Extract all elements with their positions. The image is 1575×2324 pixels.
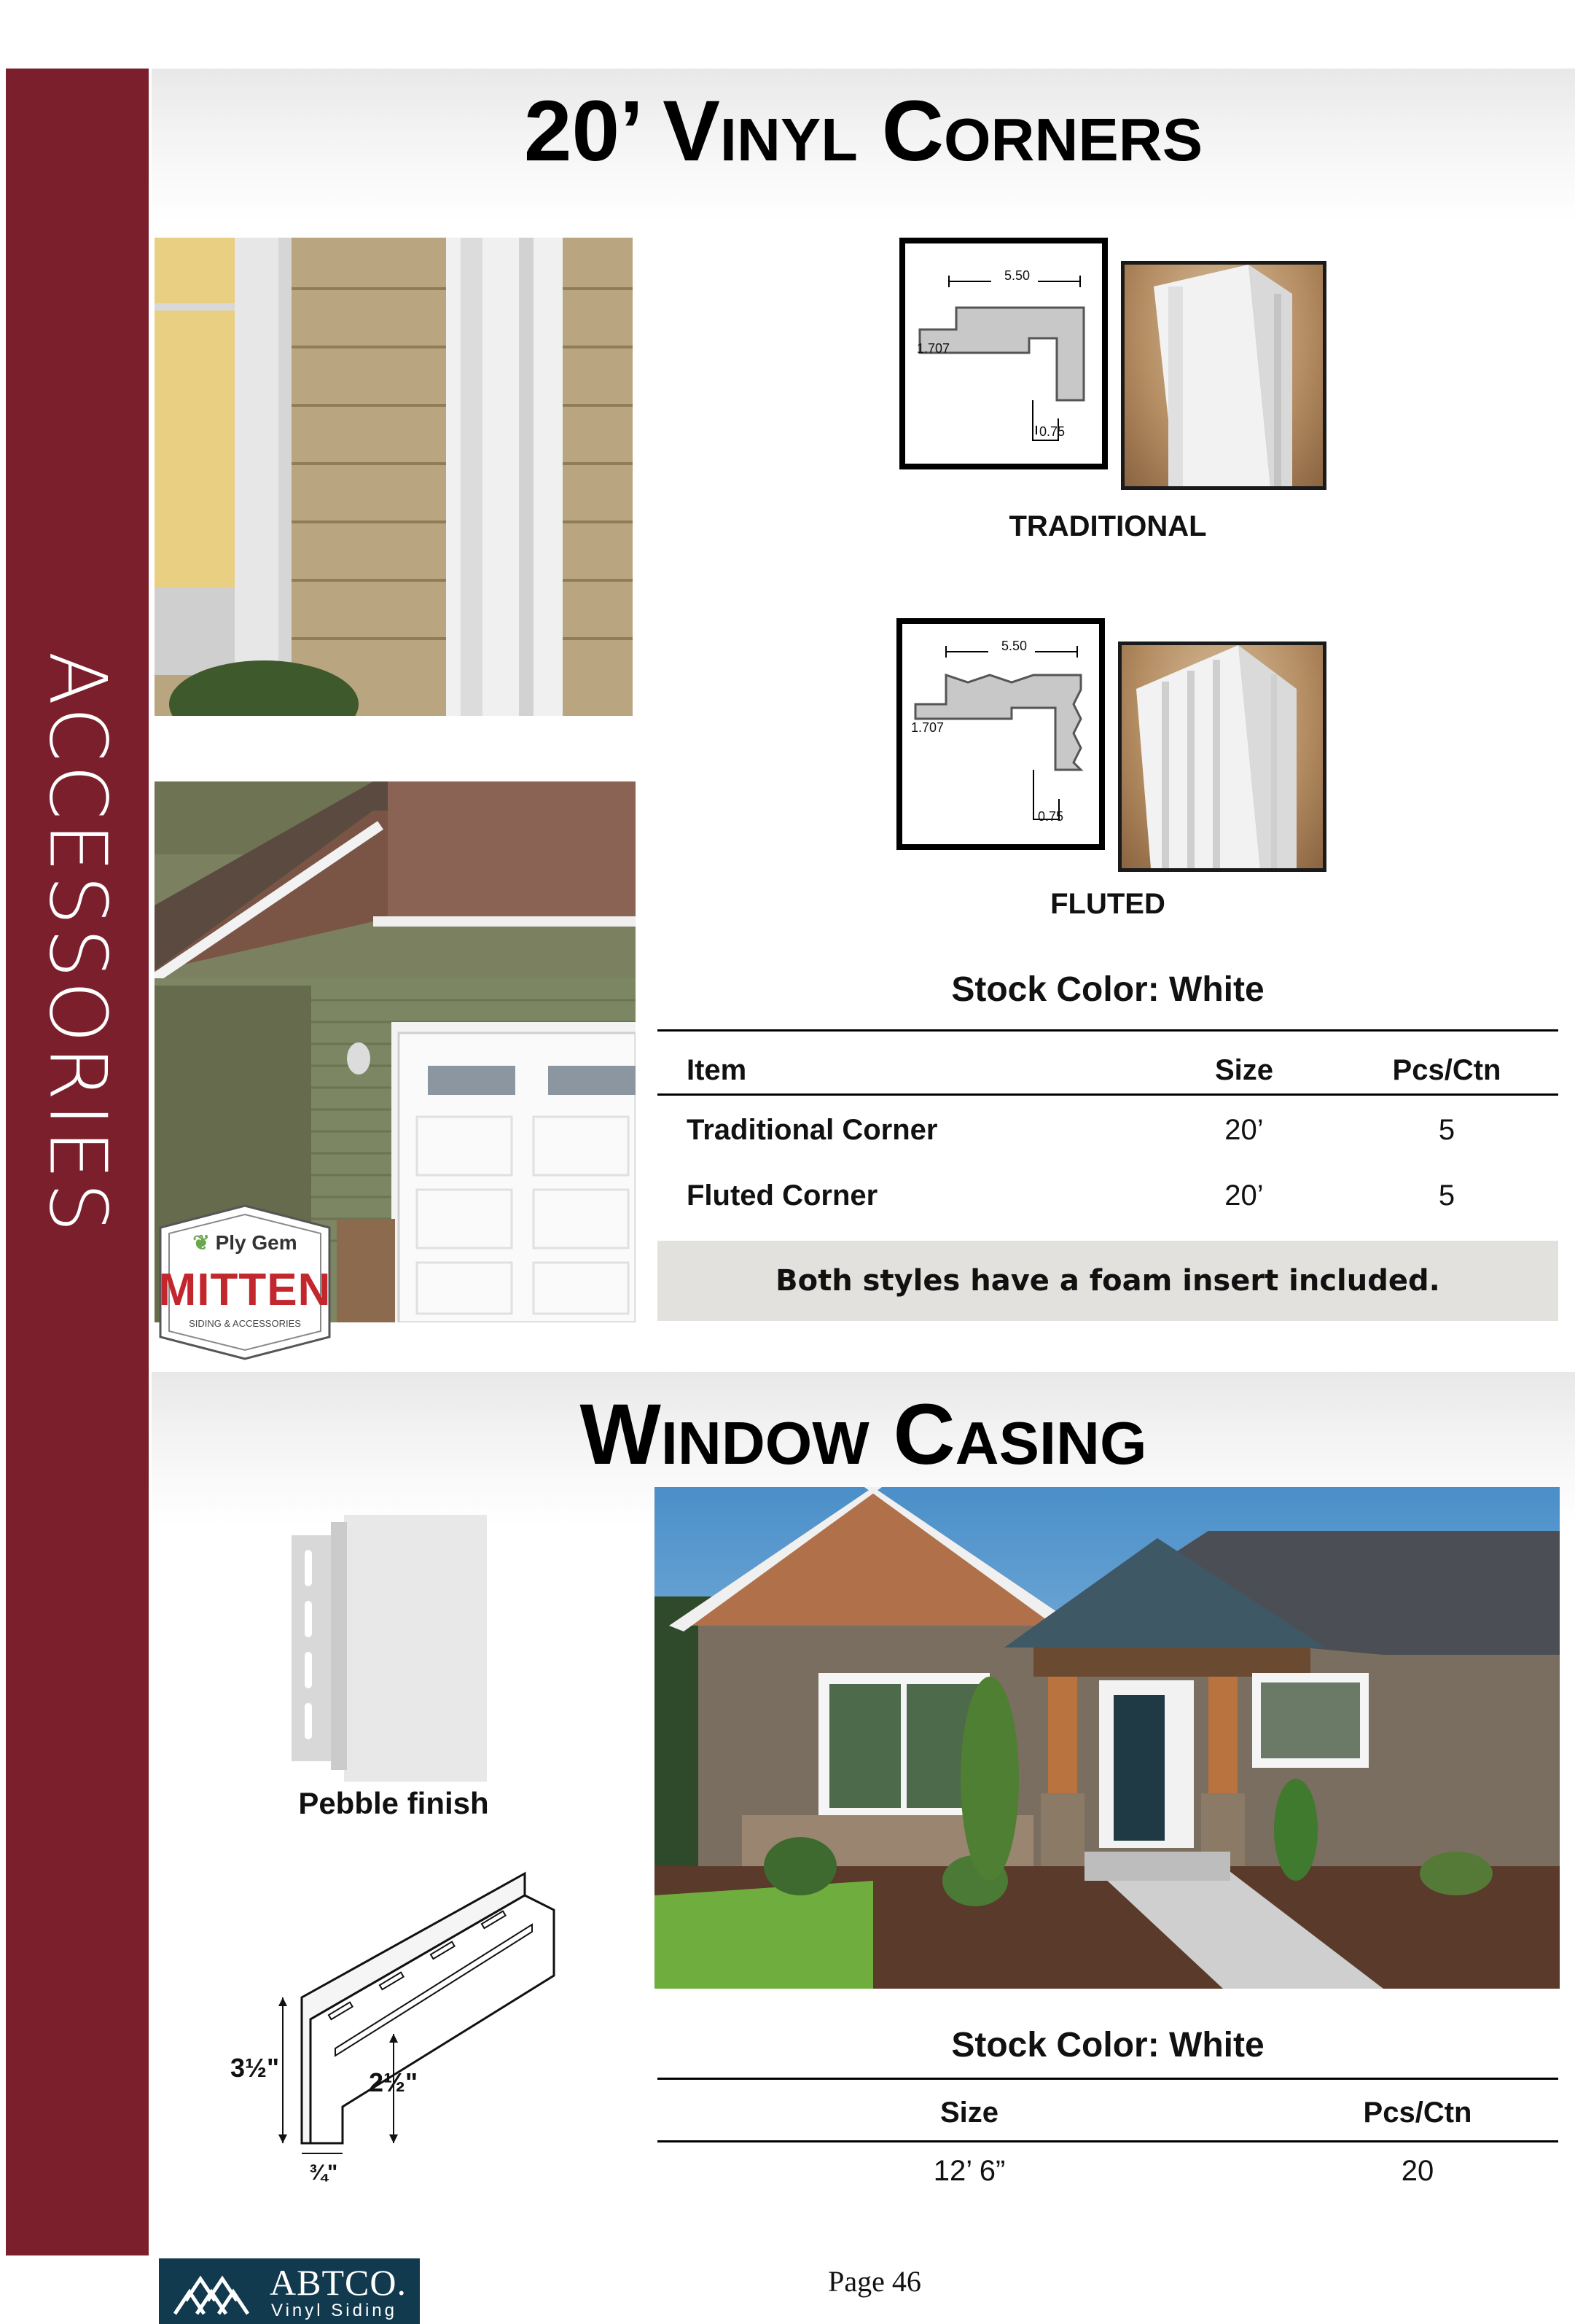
casing-dimension-diagram (226, 1866, 568, 2187)
abtco-logo-sub: Vinyl Siding (271, 2301, 397, 2320)
casing-table-rule-header (657, 2140, 1558, 2142)
sidebar-label: ACCESSORIES (31, 651, 123, 1236)
fluted-corner-photo (1118, 642, 1326, 872)
corners-note: Both styles have a foam insert included. (775, 1264, 1440, 1298)
fluted-dim-width: 5.50 (1001, 639, 1028, 653)
page-number: Page 46 (828, 2265, 921, 2298)
corners-row1-size: 20’ (1224, 1114, 1264, 1146)
fluted-dim-height: 1.707 (911, 720, 945, 735)
fluted-caption: FLUTED (1050, 888, 1165, 920)
traditional-dim-height: 1.707 (917, 341, 950, 356)
casing-dim-inner: 2½" (369, 2067, 418, 2097)
casing-house-photo (654, 1487, 1560, 1989)
plygem-brand: Ply Gem (215, 1231, 297, 1254)
casing-title: Window Casing (579, 1387, 1147, 1483)
traditional-profile-diagram (899, 238, 1108, 469)
corners-header-item: Item (687, 1054, 747, 1086)
mitten-logo (155, 1203, 335, 1362)
corners-row1-item: Traditional Corner (687, 1114, 938, 1146)
casing-row1-pcs: 20 (1401, 2155, 1434, 2187)
casing-header-size: Size (939, 2097, 999, 2129)
corners-row2-pcs: 5 (1438, 1179, 1455, 1212)
corners-header-size: Size (1214, 1054, 1274, 1086)
mitten-name: MITTEN (158, 1265, 332, 1315)
traditional-dim-leg: 0.75 (1039, 424, 1066, 439)
corners-header (152, 69, 1575, 222)
traditional-corner-photo (1121, 261, 1326, 490)
casing-product-image (287, 1513, 491, 1783)
corners-title: 20’ Vinyl Corners (523, 83, 1203, 179)
mitten-tagline: SIDING & ACCESSORIES (189, 1318, 301, 1329)
fluted-dim-leg: 0.75 (1038, 809, 1064, 824)
casing-header-pcs: Pcs/Ctn (1363, 2097, 1472, 2129)
casing-table-rule-top (657, 2078, 1558, 2080)
corners-row2-size: 20’ (1224, 1179, 1264, 1212)
casing-finish-caption: Pebble finish (298, 1786, 489, 1820)
corners-header-pcs: Pcs/Ctn (1392, 1054, 1501, 1086)
casing-stock-color: Stock Color: White (951, 2026, 1265, 2064)
sidebar-label-wrap (6, 69, 149, 1236)
casing-dim-base: ¾" (309, 2161, 338, 2185)
siding-corner-photo (155, 238, 633, 716)
corners-note-bar (657, 1241, 1558, 1321)
casing-row1-size: 12’ 6” (933, 2155, 1006, 2187)
abtco-logo (159, 2258, 420, 2324)
corners-row1-pcs: 5 (1438, 1114, 1455, 1146)
corners-row2-item: Fluted Corner (687, 1179, 878, 1212)
abtco-logo-mark-icon (171, 2263, 251, 2321)
plygem-leaf-icon: ❦ (192, 1231, 210, 1254)
abtco-logo-name: ABTCO. (270, 2262, 407, 2303)
corners-table-rule-header (657, 1093, 1558, 1096)
fluted-profile-diagram (896, 618, 1105, 850)
traditional-caption: TRADITIONAL (1009, 510, 1207, 542)
corners-table-rule-top (657, 1029, 1558, 1032)
casing-dim-outer: 3½" (230, 2053, 280, 2083)
corners-stock-color: Stock Color: White (951, 970, 1265, 1009)
traditional-dim-width: 5.50 (1004, 268, 1031, 283)
